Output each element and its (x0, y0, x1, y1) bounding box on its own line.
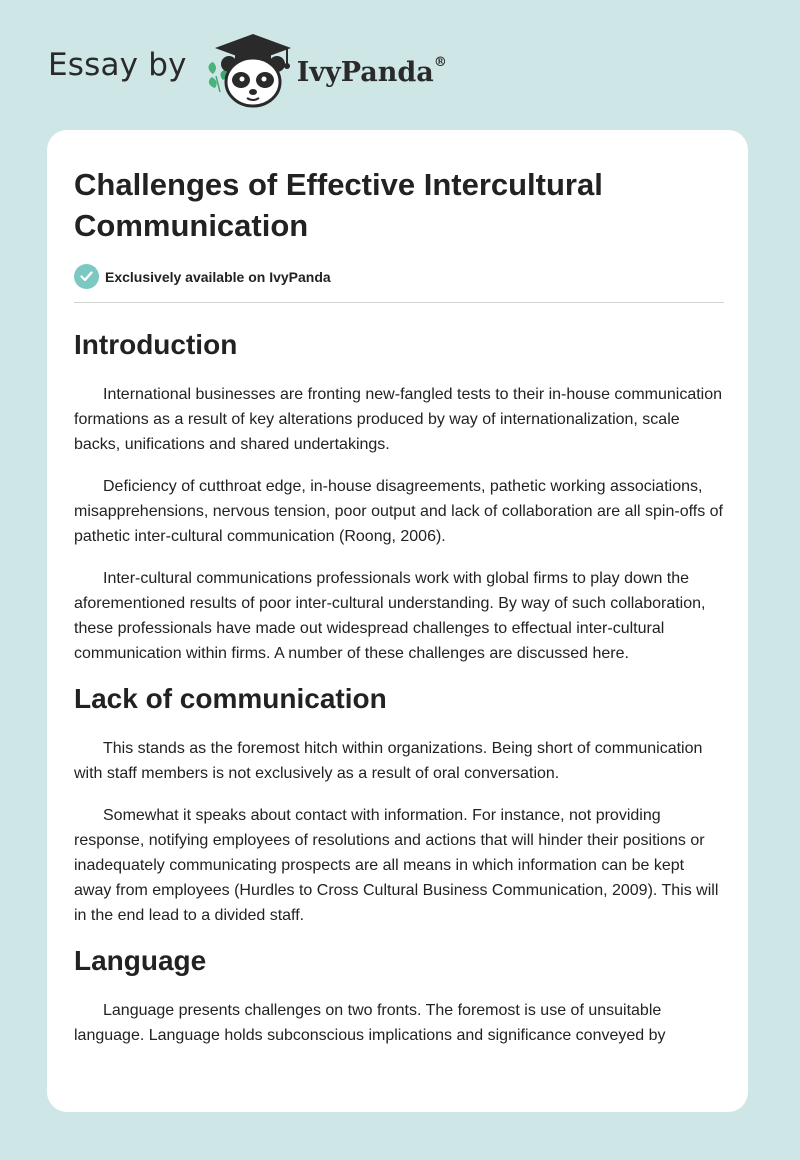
paragraph: Deficiency of cutthroat edge, in-house disagreements, pathetic working associations, misapprehensions, nervous tension, poor output and lack of collaboration are all spin-offs of pathetic inter-cultural communication (Roong, 2006). (74, 478, 723, 545)
section-heading-introduction: Introduction (74, 329, 238, 360)
site-header (48, 30, 447, 110)
essay-by-label: Essay by (48, 47, 187, 83)
check-icon (74, 264, 99, 289)
essay-content (74, 164, 724, 1048)
paragraph: Language presents challenges on two fronts. The foremost is use of unsuitable language. Language holds subconscious implications and significance conveyed by (74, 1002, 666, 1044)
paragraph: Somewhat it speaks about contact with information. For instance, not providing response, notifying employees of resolutions and actions that will hinder their positions or inadequately communicating prospects are all means in which information can be kept away from employees (Hurdles to Cross Cultural Business Communication, 2009). This will in the end lead to a divided staff. (74, 807, 719, 924)
exclusive-badge (74, 263, 724, 290)
title-divider (74, 302, 724, 303)
brand-name[interactable] (296, 54, 447, 88)
paragraph: Inter-cultural communications professionals work with global firms to play down the aforementioned results of poor inter-cultural understanding. By way of such collaboration, these professionals have made out widespread challenges to effectual inter-cultural communication within firms. A number of these challenges are discussed here. (74, 570, 706, 662)
essay-card (47, 130, 748, 1112)
exclusive-badge-text: Exclusively available on IvyPanda (105, 268, 331, 285)
section-heading-language: Language (74, 945, 207, 976)
paragraph: International businesses are fronting new-fangled tests to their in-house communication formations as a result of key alterations produced by way of internationalization, scale backs, unifications and shared undertakings. (74, 386, 723, 453)
paragraph: This stands as the foremost hitch within organizations. Being short of communication with staff members is not exclusively as a result of oral conversation. (74, 740, 703, 782)
brand-text: IvyPanda (296, 56, 434, 88)
essay-title: Challenges of Effective Intercultural Communication (74, 167, 603, 243)
registered-mark: ® (433, 54, 447, 70)
section-heading-lack-of-communication: Lack of communication (74, 683, 387, 714)
ivypanda-logo-icon[interactable] (201, 30, 293, 110)
